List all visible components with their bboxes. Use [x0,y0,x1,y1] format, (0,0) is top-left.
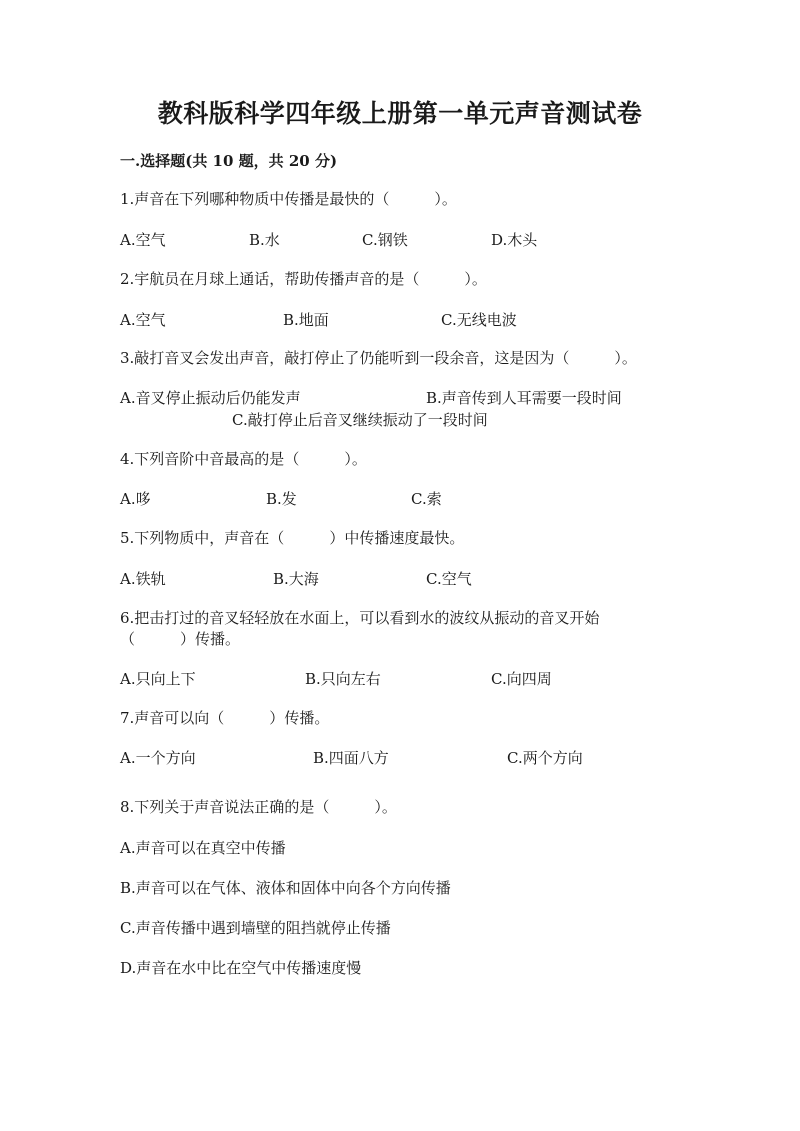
question-4-option-c: C.索 [411,490,442,508]
question-5-option-c: C.空气 [426,570,472,588]
question-8-option-b: B.声音可以在气体、液体和固体中向各个方向传播 [120,879,451,897]
question-1-option-a: A.空气 [120,231,166,249]
question-7-option-c: C.两个方向 [507,749,583,767]
question-4-option-a: A.哆 [120,490,151,508]
question-6-stem-continued: （ ）传播。 [120,630,241,648]
question-3-option-c: C.敲打停止后音叉继续振动了一段时间 [232,411,488,429]
question-1-option-c: C.钢铁 [362,231,408,249]
question-5-option-b: B.大海 [273,570,319,588]
question-2-stem: 2.宇航员在月球上通话，帮助传播声音的是（ ）。 [120,270,487,288]
question-5-option-a: A.铁轨 [120,570,166,588]
question-8-option-a: A.声音可以在真空中传播 [120,839,286,857]
question-3-option-b: B.声音传到人耳需要一段时间 [426,389,622,407]
question-6-option-a: A.只向上下 [120,670,196,688]
question-6-stem: 6.把击打过的音叉轻轻放在水面上，可以看到水的波纹从振动的音叉开始 [120,609,600,627]
question-6-option-b: B.只向左右 [305,670,381,688]
question-1-option-d: D.木头 [491,231,538,249]
question-4-option-b: B.发 [266,490,297,508]
question-6-option-c: C.向四周 [491,670,552,688]
question-7-option-b: B.四面八方 [313,749,389,767]
page-title: 教科版科学四年级上册第一单元声音测试卷 [157,99,643,128]
question-2-option-c: C.无线电波 [441,311,517,329]
question-8-option-d: D.声音在水中比在空气中传播速度慢 [120,959,362,977]
question-1-stem: 1.声音在下列哪种物质中传播是最快的（ ）。 [120,190,457,208]
question-7-option-a: A.一个方向 [120,749,196,767]
section-heading: 一.选择题(共 10 题，共 20 分) [120,152,338,170]
question-3-stem: 3.敲打音叉会发出声音，敲打停止了仍能听到一段余音，这是因为（ ）。 [120,349,637,367]
question-8-option-c: C.声音传播中遇到墙壁的阻挡就停止传播 [120,919,391,937]
question-2-option-b: B.地面 [283,311,329,329]
question-1-option-b: B.水 [249,231,280,249]
question-4-stem: 4.下列音阶中音最高的是（ ）。 [120,450,367,468]
question-7-stem: 7.声音可以向（ ）传播。 [120,709,330,727]
question-3-option-a: A.音叉停止振动后仍能发声 [120,389,301,407]
question-2-option-a: A.空气 [120,311,166,329]
question-5-stem: 5.下列物质中，声音在（ ）中传播速度最快。 [120,529,465,547]
question-8-stem: 8.下列关于声音说法正确的是（ ）。 [120,798,397,816]
